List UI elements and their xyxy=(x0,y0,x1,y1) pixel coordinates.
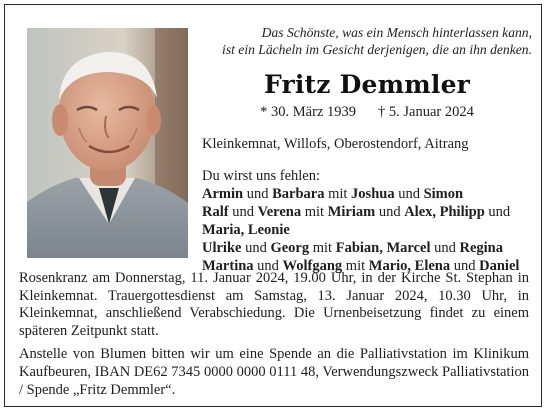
memorial-quote xyxy=(202,24,532,58)
connector-text: mit xyxy=(324,186,352,202)
life-dates xyxy=(202,103,532,121)
mourner-name: Fabian, Marcel xyxy=(335,240,431,256)
mourner-name: Ralf xyxy=(202,204,229,220)
mourner-name: Mario, Elena xyxy=(368,258,451,274)
mourner-lines xyxy=(202,185,532,275)
connector-text: und xyxy=(375,204,405,220)
death-date: † 5. Januar 2024 xyxy=(378,104,474,120)
places-of-life: Kleinkemnat, Willofs, Oberostendorf, Aitrang xyxy=(202,136,469,152)
mourner-name: Martina xyxy=(202,258,254,274)
mourner-name: Joshua xyxy=(351,186,395,202)
donation-paragraph: Anstelle von Blumen bitten wir um eine Spende an die Palliativstation im Klinikum Kaufbeuren, IBAN DE62 7345 0000 0000 0111 48, Verwendungszweck Palliativstation / Spende „Fritz Demmler“. xyxy=(19,346,529,398)
connector-text: und xyxy=(450,258,480,274)
connector-text: und xyxy=(228,204,258,220)
mourner-name: Miriam xyxy=(327,204,376,220)
connector-text: mit xyxy=(309,240,336,256)
mourner-name: Daniel xyxy=(479,258,520,274)
mourner-name: Georg xyxy=(270,240,310,256)
deceased-name: Fritz Demmler xyxy=(263,70,471,99)
quote-line-1: Das Schönste, was ein Mensch hinterlassen kann, xyxy=(261,25,532,40)
service-information xyxy=(19,270,529,399)
mourner-name: Armin xyxy=(202,186,244,202)
connector-text: und xyxy=(253,258,283,274)
connector-text: mit xyxy=(342,258,369,274)
mourner-name: Barbara xyxy=(272,186,325,202)
header-column xyxy=(202,24,532,275)
obituary-notice xyxy=(4,4,542,407)
mourner-name: Regina xyxy=(459,240,503,256)
mourner-name: Wolfgang xyxy=(282,258,343,274)
mourner-name: Alex, Philipp xyxy=(404,204,485,220)
mourner-line xyxy=(202,185,532,203)
service-times-paragraph: Rosenkranz am Donnerstag, 11. Januar 2024, 19.00 Uhr, in der Kirche St. Stephan in Kleinkemnat. Trauergottesdienst am Samstag, 13. Januar 2024, 10.30 Uhr, in Kleinkemnat, anschließend Verabschiedung. Die Urnenbeisetzung findet zu einem späteren Zeitpunkt statt. xyxy=(19,270,529,339)
mourner-name: Simon xyxy=(423,186,464,202)
quote-line-2: ist ein Lächeln im Gesicht derjenigen, die an ihn denken. xyxy=(222,42,532,57)
connector-text: mit xyxy=(301,204,328,220)
mourners-intro: Du wirst uns fehlen: xyxy=(202,168,320,184)
mourner-line xyxy=(202,203,532,221)
portrait-photo xyxy=(27,28,188,258)
mourner-line xyxy=(202,221,532,239)
connector-text: und xyxy=(243,186,273,202)
connector-text: und xyxy=(484,204,511,220)
connector-text: und xyxy=(241,240,271,256)
mourner-name: Maria, Leonie xyxy=(202,222,290,238)
connector-text: und xyxy=(430,240,460,256)
mourner-line xyxy=(202,239,532,257)
mourners-list xyxy=(202,167,532,275)
birth-date: * 30. März 1939 xyxy=(260,104,356,120)
mourner-name: Ulrike xyxy=(202,240,242,256)
mourner-name: Verena xyxy=(257,204,302,220)
connector-text: und xyxy=(394,186,424,202)
